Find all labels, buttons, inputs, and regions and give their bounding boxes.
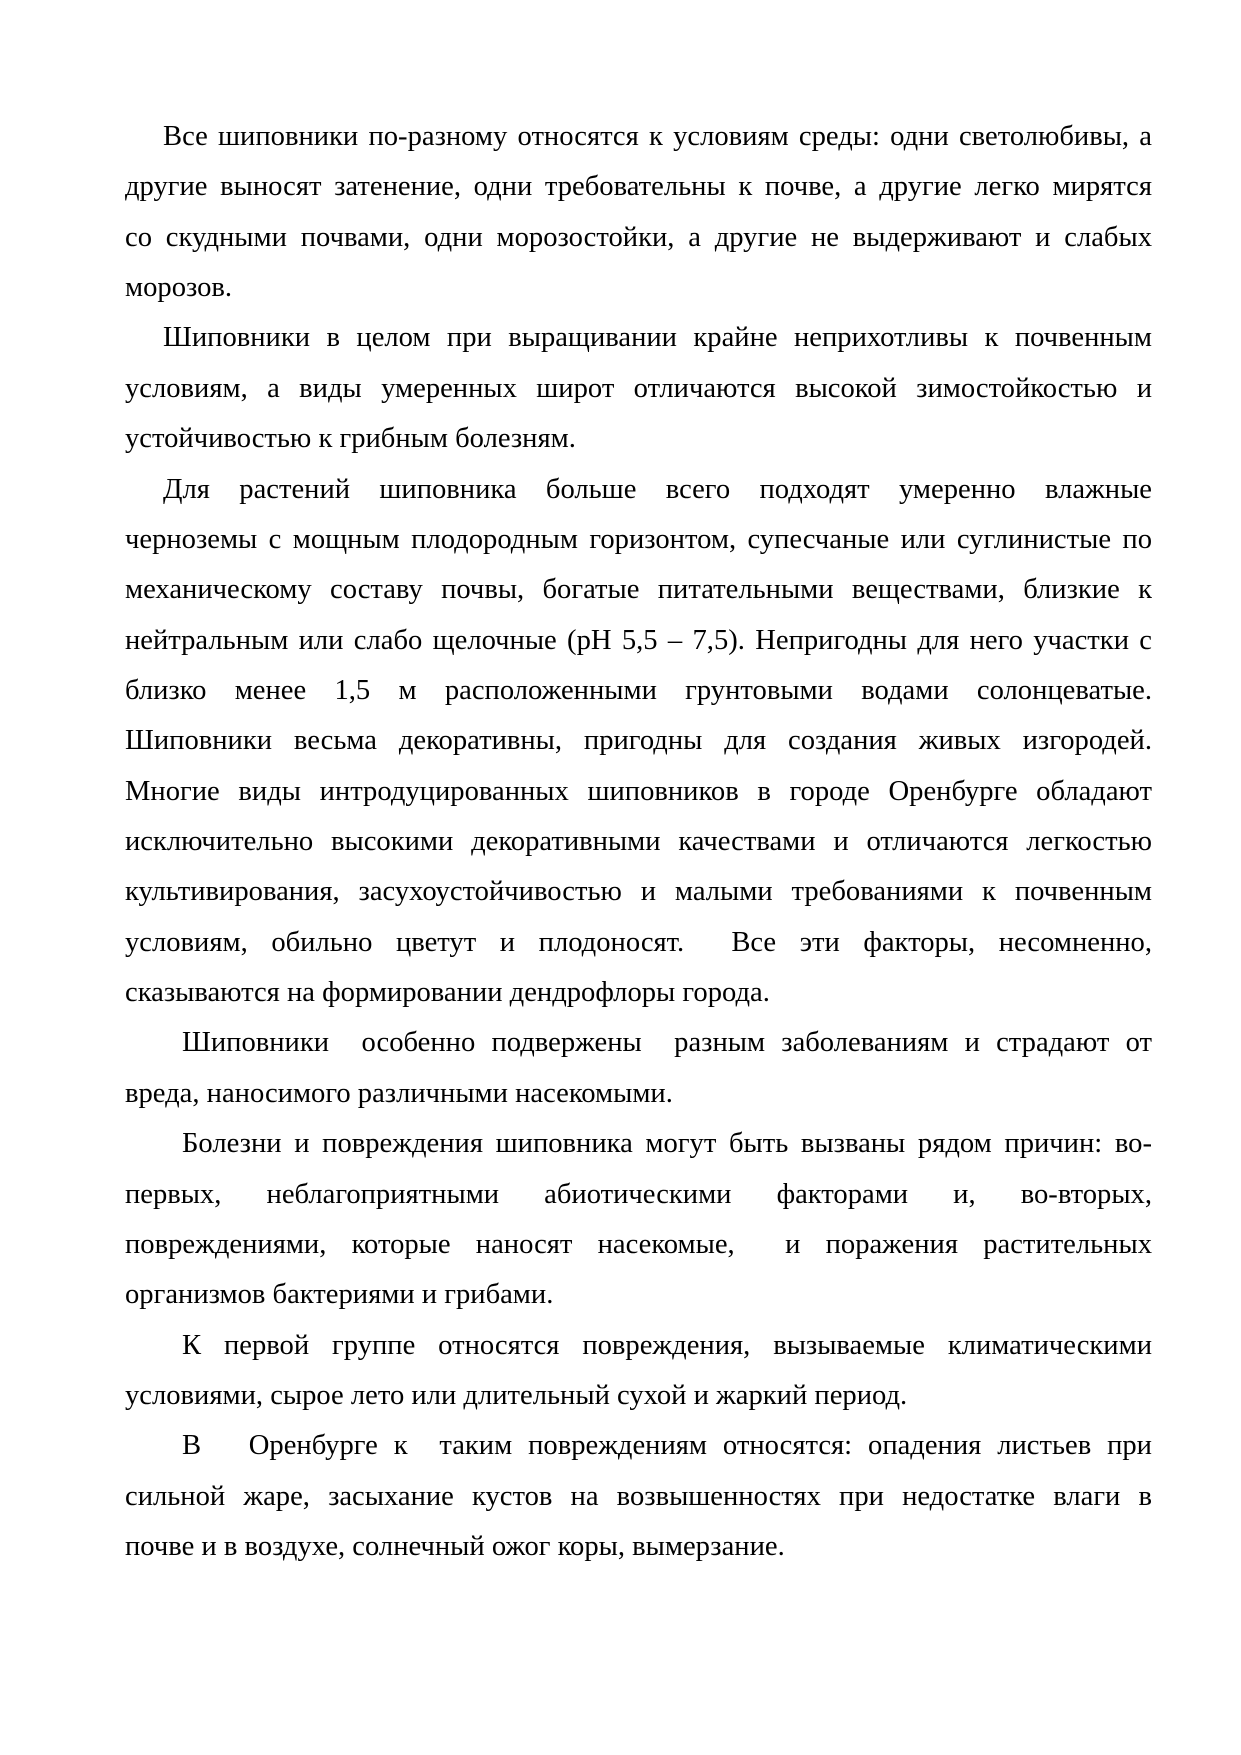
text-line: Все шиповники по-разному относятся к условиям среды: одни светолюбивы, а [163, 121, 1152, 152]
text-line: Болезни и повреждения шиповника могут быть вызваны рядом причин: во- [182, 1128, 1152, 1160]
text-line: организмов бактериями и грибами. [125, 1279, 554, 1311]
text-line: сильной жаре, засыхание кустов на возвышенностях при недостатке влаги в [125, 1480, 1152, 1512]
text-line: культивирования, засухоустойчивостью и малыми требованиями к почвенным [125, 876, 1152, 908]
text-line: почве и в воздухе, солнечный ожог коры, вымерзание. [125, 1531, 785, 1563]
text-line: условиям, обильно цветут и плодоносят. Все эти факторы, несомненно, [125, 926, 1152, 958]
text-line: вреда, наносимого различными насекомыми. [125, 1077, 673, 1109]
text-line: морозов. [125, 272, 233, 304]
text-line: сказываются на формировании дендрофлоры города. [125, 977, 770, 1009]
text-line: Шиповники в целом при выращивании крайне неприхотливы к почвенным [163, 322, 1152, 354]
text-line: В Оренбурге к таким повреждениям относятся: опадения листьев при [182, 1430, 1152, 1462]
text-line: условиям, а виды умеренных широт отличаются высокой зимостойкостью и [125, 372, 1152, 404]
text-line: условиями, сырое лето или длительный сухой и жаркий период. [125, 1379, 908, 1411]
text-line: другие выносят затенение, одни требовательны к почве, а другие легко мирятся [125, 171, 1152, 203]
text-line: исключительно высокими декоративными качествами и отличаются легкостью [125, 826, 1152, 858]
text-line: Шиповники особенно подвержены разным заболеваниям и страдают от [182, 1027, 1152, 1059]
paragraph [125, 1321, 1152, 1422]
paragraph [125, 112, 1152, 313]
text-line: Для растений шиповника больше всего подходят умеренно влажные [163, 473, 1152, 505]
paragraph [125, 465, 1152, 1019]
paragraph [125, 313, 1152, 464]
text-line: Многие виды интродуцированных шиповников в городе Оренбурге обладают [125, 775, 1152, 807]
text-line: со скудными почвами, одни морозостойки, а другие не выдерживают и слабых [125, 221, 1152, 253]
text-line: близко менее 1,5 м расположенными грунтовыми водами солонцеватые. [125, 674, 1152, 706]
text-line: Шиповники весьма декоративны, пригодны для создания живых изгородей. [125, 725, 1152, 757]
paragraph [125, 1018, 1152, 1119]
text-line: К первой группе относятся повреждения, вызываемые климатическими [182, 1329, 1152, 1361]
text-line: устойчивостью к грибным болезням. [125, 423, 576, 455]
text-line: повреждениями, которые наносят насекомые, и поражения растительных [125, 1228, 1152, 1260]
paragraph [125, 1421, 1152, 1572]
paragraph [125, 1119, 1152, 1320]
text-line: первых, неблагоприятными абиотическими факторами и, во-вторых, [125, 1178, 1152, 1210]
body-text [125, 112, 1152, 1572]
text-line: нейтральным или слабо щелочные (pH 5,5 – 7,5). Непригодны для него участки с [125, 624, 1152, 656]
text-line: механическому составу почвы, богатые питательными веществами, близкие к [125, 574, 1152, 606]
text-line: черноземы с мощным плодородным горизонтом, супесчаные или суглинистые по [125, 523, 1152, 555]
